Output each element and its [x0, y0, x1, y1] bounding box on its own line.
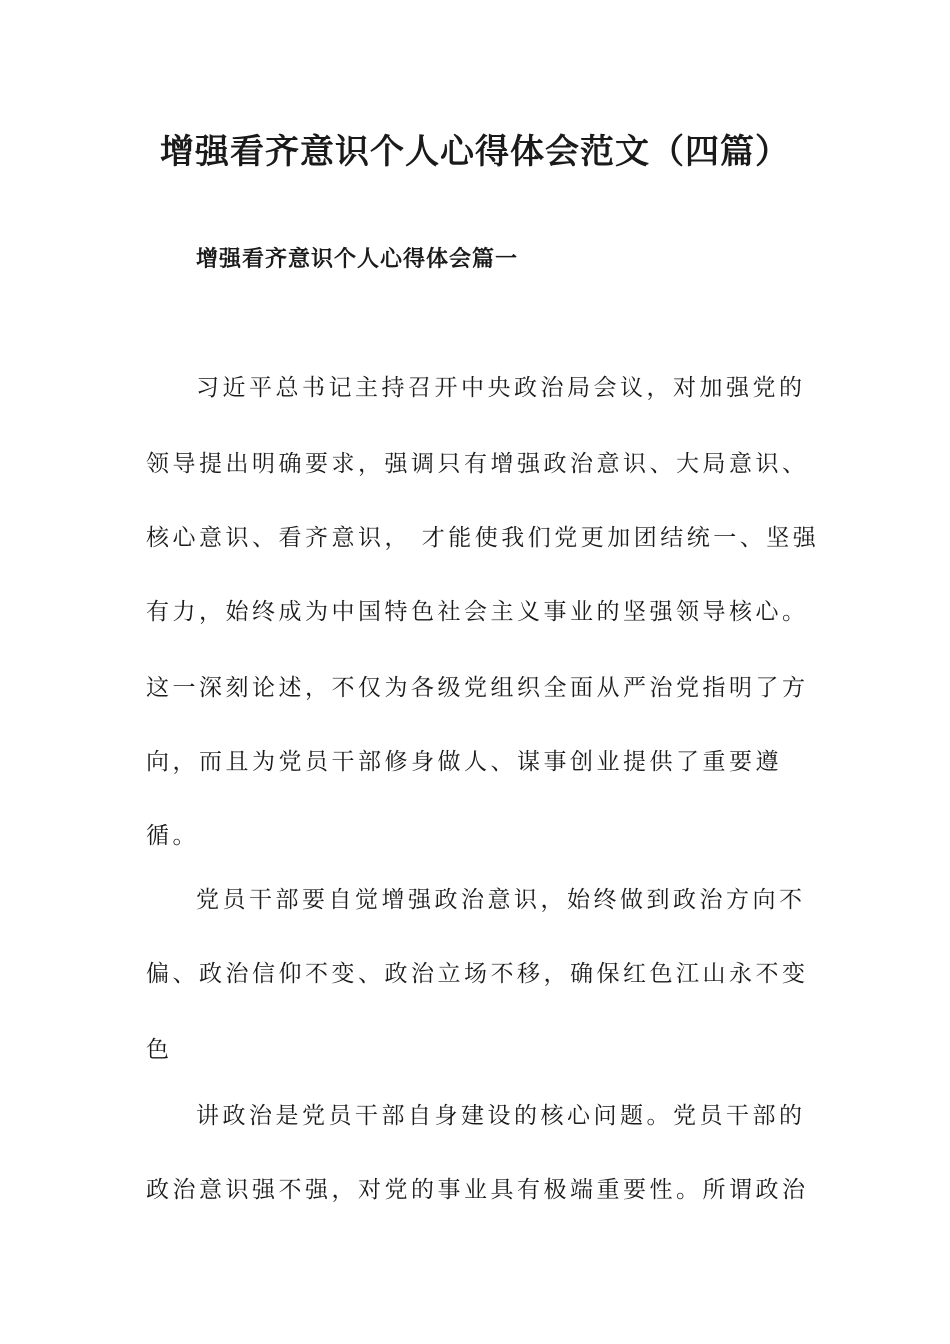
paragraph-2-line-3: 色 — [146, 1037, 173, 1063]
paragraph-1-line-7: 循。 — [146, 823, 199, 849]
paragraph-1-line-6: 向，而且为党员干部修身做人、谋事创业提供了重要遵 — [146, 749, 782, 775]
paragraph-3-line-1: 讲政治是党员干部自身建设的核心问题。党员干部的 — [196, 1103, 806, 1129]
paragraph-3-line-2: 政治意识强不强，对党的事业具有极端重要性。所谓政治 — [146, 1177, 809, 1203]
paragraph-1-line-5: 这一深刻论述，不仅为各级党组织全面从严治党指明了方 — [146, 675, 809, 701]
paragraph-1-line-3: 核心意识、看齐意识， 才能使我们党更加团结统一、坚强 — [146, 525, 820, 551]
document-title: 增强看齐意识个人心得体会范文（四篇） — [160, 132, 790, 172]
paragraph-2-line-1: 党员干部要自觉增强政治意识，始终做到政治方向不 — [196, 887, 806, 913]
section-heading: 增强看齐意识个人心得体会篇一 — [196, 247, 519, 272]
paragraph-1-line-4: 有力，始终成为中国特色社会主义事业的坚强领导核心。 — [146, 599, 809, 625]
paragraph-1-line-2: 领导提出明确要求，强调只有增强政治意识、大局意识、 — [146, 451, 809, 477]
paragraph-2-line-2: 偏、政治信仰不变、政治立场不移，确保红色江山永不变 — [146, 961, 809, 987]
paragraph-1-line-1: 习近平总书记主持召开中央政治局会议，对加强党的 — [196, 375, 806, 401]
